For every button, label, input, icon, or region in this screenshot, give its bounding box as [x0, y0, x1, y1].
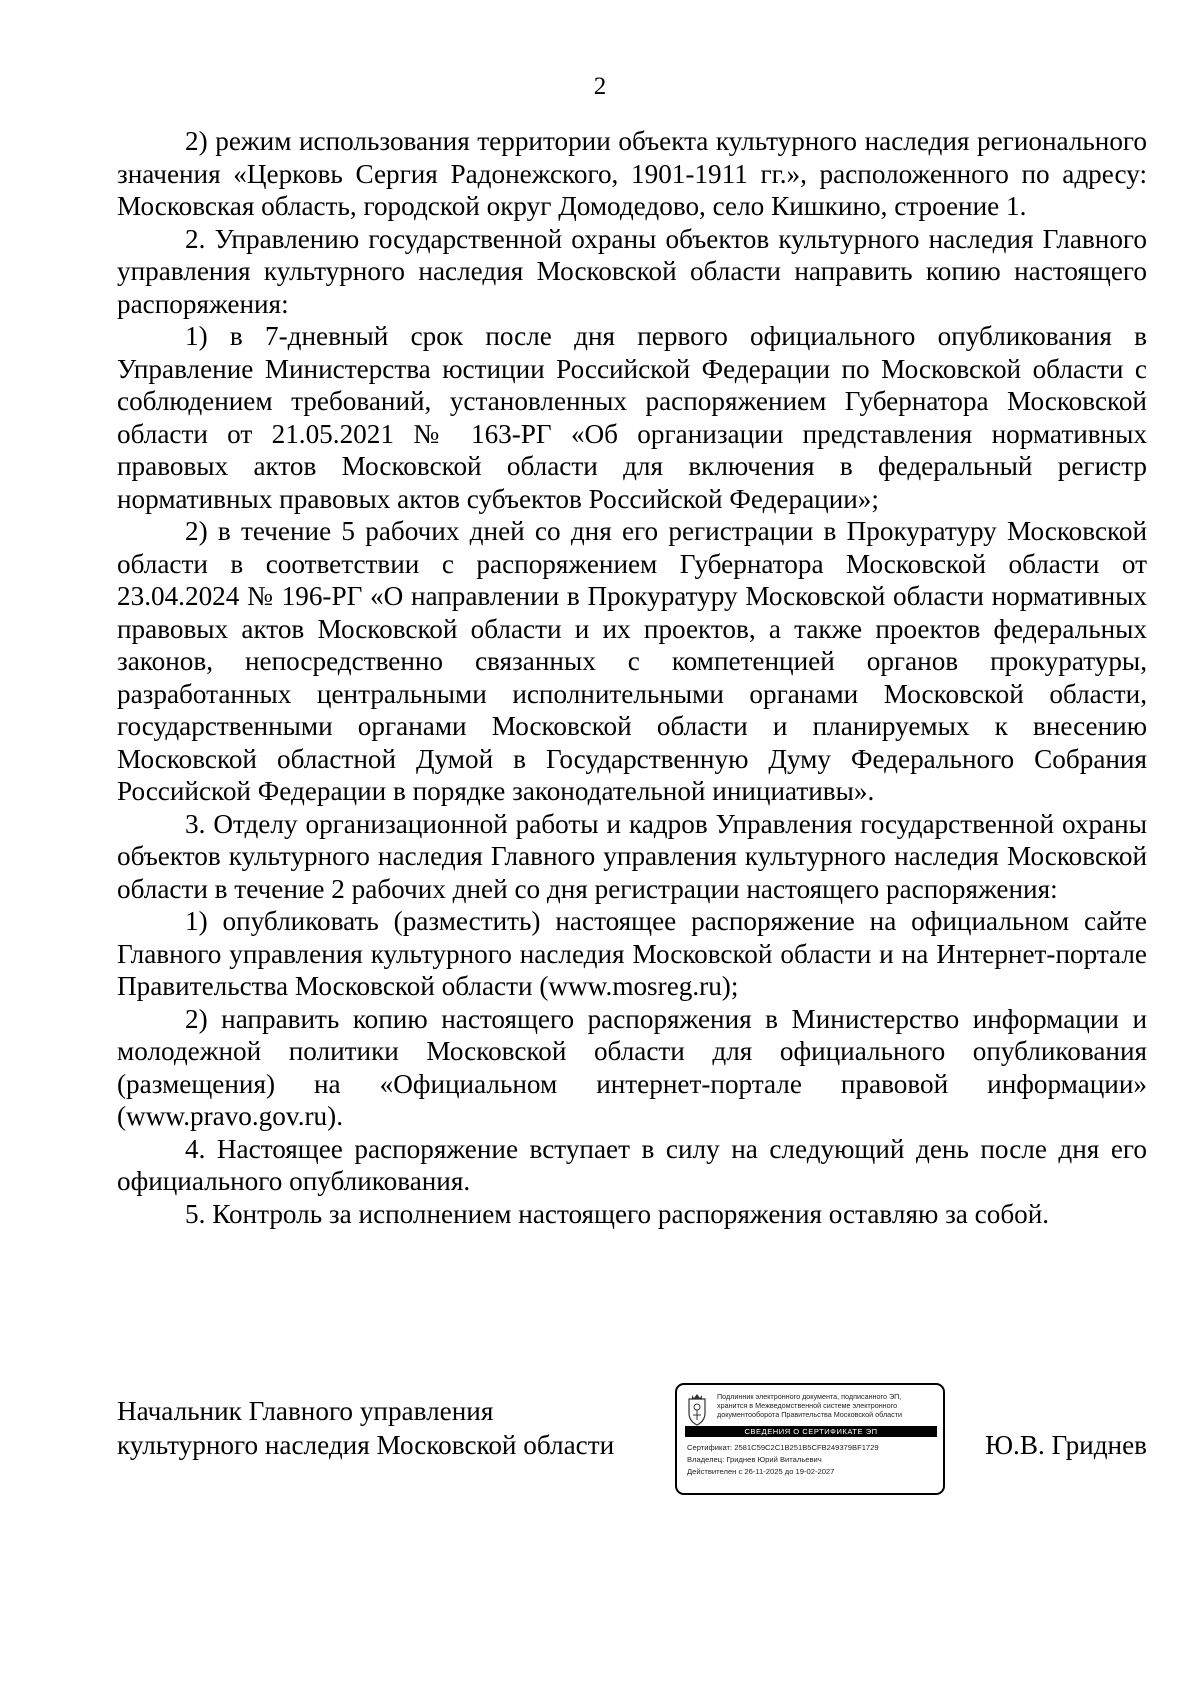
- stamp-notice-line: документооборота Правительства Московской области: [717, 1410, 903, 1420]
- paragraph-item-5: 5. Контроль за исполнением настоящего распоряжения оставляю за собой.: [185, 1198, 1050, 1229]
- coat-of-arms-icon: [685, 1393, 709, 1427]
- certificate-owner: Владелец: Гриднев Юрий Витальевич: [687, 1455, 822, 1464]
- paragraph-item-2-1: 1) в 7-дневный срок после дня первого официального опубликования в Управление Министерства юстиции Российской Федерации по Московской области с соблюдением требований, установленных распоряжением Губернатора Московской области от 21.05.2021 № 163-РГ «Об организации представления нормативных правовых актов Московской области для включения в федеральный регистр нормативных правовых актов субъектов Российской Федерации»;: [117, 321, 1147, 514]
- electronic-signature-stamp: [675, 1383, 945, 1495]
- signatory-position-line: Начальник Главного управления: [117, 1396, 494, 1426]
- stamp-notice-line: Подлинник электронного документа, подписанного ЭП,: [717, 1392, 902, 1401]
- stamp-notice: [717, 1392, 939, 1420]
- paragraph-item-3-2: 2) направить копию настоящего распоряжения в Министерство информации и молодежной политики Московской области для официального опубликования (размещения) на «Официальном интернет-портале правовой информации» (www.pravo.gov.ru).: [117, 1003, 1147, 1131]
- paragraph-item-2: 2. Управлению государственной охраны объектов культурного наследия Главного управления культурного наследия Московской области направить копию настоящего распоряжения:: [117, 223, 1147, 319]
- document-body: [117, 125, 1147, 1230]
- signatory-position-line: культурного наследия Московской области: [117, 1430, 615, 1460]
- paragraph-item-3-1: 1) опубликовать (разместить) настоящее распоряжение на официальном сайте Главного управления культурного наследия Московской области и на Интернет-портале Правительства Московской области (www.mosreg.ru);: [117, 906, 1147, 1001]
- paragraph-item-4: 4. Настоящее распоряжение вступает в силу на следующий день после дня его официального опубликования.: [117, 1133, 1147, 1196]
- signatory-position: [117, 1394, 614, 1462]
- stamp-header: СВЕДЕНИЯ О СЕРТИФИКАТЕ ЭП: [685, 1426, 937, 1437]
- paragraph-territory-regime: 2) режим использования территории объекта культурного наследия регионального значения «Церковь Сергия Радонежского, 1901-1911 гг.», расположенного по адресу: Московская область, городской округ Домодедово, село Кишкино, строение 1.: [117, 126, 1147, 221]
- certificate-validity: Действителен с 26-11-2025 до 19-02-2027: [687, 1467, 835, 1476]
- signatory-name: Ю.В. Гриднев: [985, 1430, 1147, 1460]
- paragraph-item-3: 3. Отделу организационной работы и кадров Управления государственной охраны объектов культурного наследия Главного управления культурного наследия Московской области в течение 2 рабочих дней со дня регистрации настоящего распоряжения:: [117, 808, 1147, 904]
- signature-block: [117, 1394, 1147, 1524]
- paragraph-item-2-2: 2) в течение 5 рабочих дней со дня его регистрации в Прокуратуру Московской области в соответствии с распоряжением Губернатора Московской области от 23.04.2024 № 196-РГ «О направлении в Прокуратуру Московской области нормативных правовых актов Московской области и их проектов, а также проектов федеральных законов, непосредственно связанных с компетенцией органов прокуратуры, разработанных центральными исполнительными органами Московской области, государственными органами Московской области и планируемых к внесению Московской областной Думой в Государственную Думу Федерального Собрания Российской Федерации в порядке законодательной инициативы».: [117, 516, 1147, 806]
- stamp-certificate-info: [687, 1442, 939, 1478]
- stamp-notice-line: хранится в Межведомственной системе электронного: [717, 1401, 898, 1411]
- certificate-number: Сертификат: 2581C59C2C1B251B5CFB249379BF1729: [687, 1443, 879, 1452]
- page-number: 2: [593, 73, 607, 100]
